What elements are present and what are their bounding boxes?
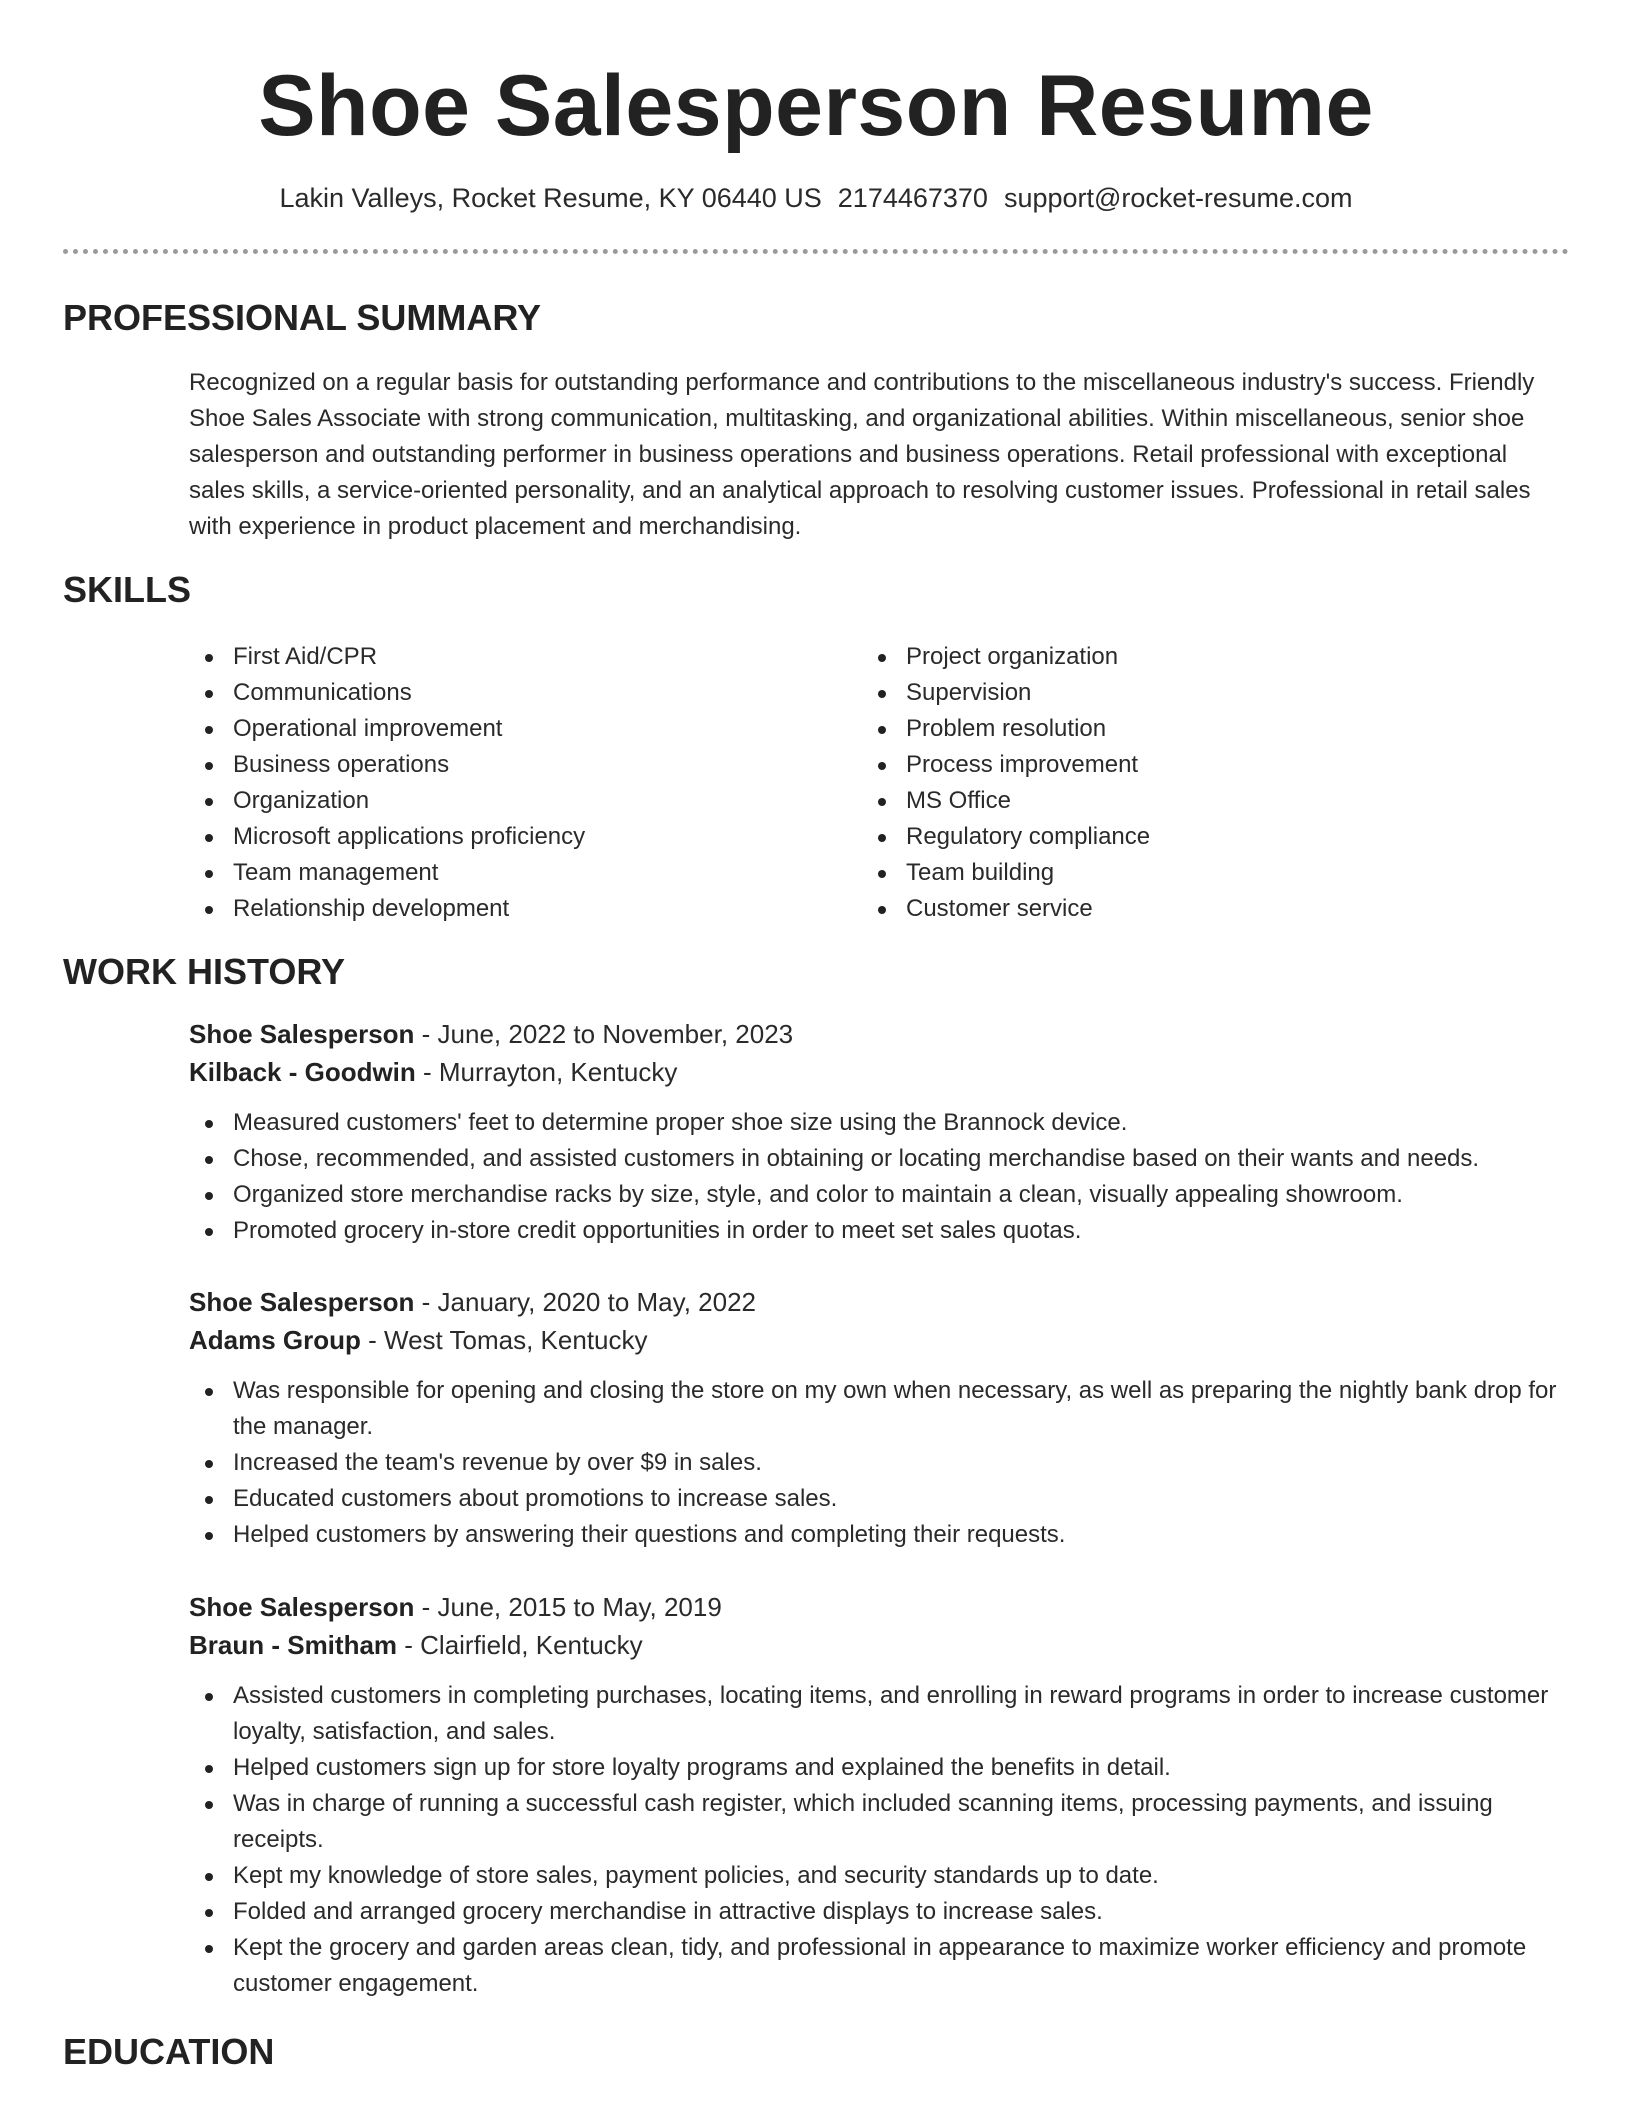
skill-item: Customer service [862, 891, 1502, 927]
job-bullet: Chose, recommended, and assisted customers in obtaining or locating merchandise based on their wants and needs. [189, 1141, 1569, 1177]
job-entry [189, 1283, 1569, 1553]
job-bullets [189, 1105, 1569, 1249]
skill-item: Team building [862, 855, 1502, 891]
skill-item: Microsoft applications proficiency [189, 819, 829, 855]
job-title: Shoe Salesperson [189, 1592, 415, 1622]
job-dates: - January, 2020 to May, 2022 [414, 1287, 756, 1317]
job-bullet: Kept the grocery and garden areas clean, tidy, and professional in appearance to maximize worker efficiency and promote customer engagement. [189, 1930, 1569, 2002]
job-company: Kilback - Goodwin [189, 1057, 416, 1087]
contact-phone: 2174467370 [837, 183, 988, 213]
job-location: - Clairfield, Kentucky [397, 1630, 643, 1660]
job-bullet: Promoted grocery in-store credit opportunities in order to meet set sales quotas. [189, 1213, 1569, 1249]
job-dates: - June, 2022 to November, 2023 [414, 1019, 794, 1049]
skill-item: Communications [189, 675, 829, 711]
job-bullets [189, 1678, 1569, 2002]
summary-text: Recognized on a regular basis for outstanding performance and contributions to the miscellaneous industry's success. Friendly Shoe Sales Associate with strong communication, multitasking, and organizational abilities. Within miscellaneous, senior shoe salesperson and outstanding performer in business operations and business operations. Retail professional with exceptional sales skills, a service-oriented personality, and an analytical approach to resolving customer issues. Professional in retail sales with experience in product placement and merchandising. [189, 369, 1535, 540]
job-entry [189, 1015, 1569, 1249]
job-bullet: Kept my knowledge of store sales, payment policies, and security standards up to date. [189, 1858, 1569, 1894]
education-heading: EDUCATION [63, 2031, 275, 2072]
skill-item: Relationship development [189, 891, 829, 927]
job-bullet: Was responsible for opening and closing the store on my own when necessary, as well as preparing the nightly bank drop for the manager. [189, 1373, 1569, 1445]
job-entry [189, 1588, 1569, 2002]
skill-item: Problem resolution [862, 711, 1502, 747]
job-bullet: Helped customers sign up for store loyalty programs and explained the benefits in detail. [189, 1750, 1569, 1786]
skill-item: Process improvement [862, 747, 1502, 783]
job-title-line [189, 1588, 1569, 1626]
skill-item: Organization [189, 783, 829, 819]
job-bullet: Organized store merchandise racks by size, style, and color to maintain a clean, visually appealing showroom. [189, 1177, 1569, 1213]
job-bullet: Helped customers by answering their questions and completing their requests. [189, 1517, 1569, 1553]
job-title: Shoe Salesperson [189, 1287, 415, 1317]
contact-email: support@rocket-resume.com [1003, 183, 1353, 213]
work-history-heading: WORK HISTORY [63, 951, 346, 992]
job-company-line [189, 1053, 1569, 1091]
contact-address: Lakin Valleys, Rocket Resume, KY 06440 US [279, 183, 822, 213]
job-bullet: Folded and arranged grocery merchandise in attractive displays to increase sales. [189, 1894, 1569, 1930]
skills-list-left [189, 639, 829, 927]
contact-line [0, 180, 1632, 216]
job-location: - West Tomas, Kentucky [360, 1325, 648, 1355]
job-bullet: Educated customers about promotions to increase sales. [189, 1481, 1569, 1517]
skills-heading: SKILLS [63, 569, 192, 610]
job-company-line [189, 1321, 1569, 1359]
job-dates: - June, 2015 to May, 2019 [414, 1592, 722, 1622]
skill-item: First Aid/CPR [189, 639, 829, 675]
job-bullet: Assisted customers in completing purchases, locating items, and enrolling in reward programs in order to increase customer loyalty, satisfaction, and sales. [189, 1678, 1569, 1750]
job-bullet: Increased the team's revenue by over $9 in sales. [189, 1445, 1569, 1481]
skill-item: MS Office [862, 783, 1502, 819]
job-title-line [189, 1015, 1569, 1053]
job-title: Shoe Salesperson [189, 1019, 415, 1049]
skills-list-right [862, 639, 1502, 927]
job-bullet: Measured customers' feet to determine proper shoe size using the Brannock device. [189, 1105, 1569, 1141]
job-location: - Murrayton, Kentucky [415, 1057, 678, 1087]
summary-heading: PROFESSIONAL SUMMARY [63, 297, 542, 338]
job-bullet: Was in charge of running a successful cash register, which included scanning items, processing payments, and issuing receipts. [189, 1786, 1569, 1858]
skill-item: Operational improvement [189, 711, 829, 747]
job-company-line [189, 1626, 1569, 1664]
header-divider [63, 249, 1569, 254]
skill-item: Project organization [862, 639, 1502, 675]
skill-item: Team management [189, 855, 829, 891]
page-title: Shoe Salesperson Resume [258, 58, 1374, 154]
skill-item: Business operations [189, 747, 829, 783]
job-bullets [189, 1373, 1569, 1553]
job-company: Braun - Smitham [189, 1630, 398, 1660]
job-company: Adams Group [189, 1325, 361, 1355]
job-title-line [189, 1283, 1569, 1321]
skill-item: Supervision [862, 675, 1502, 711]
skill-item: Regulatory compliance [862, 819, 1502, 855]
